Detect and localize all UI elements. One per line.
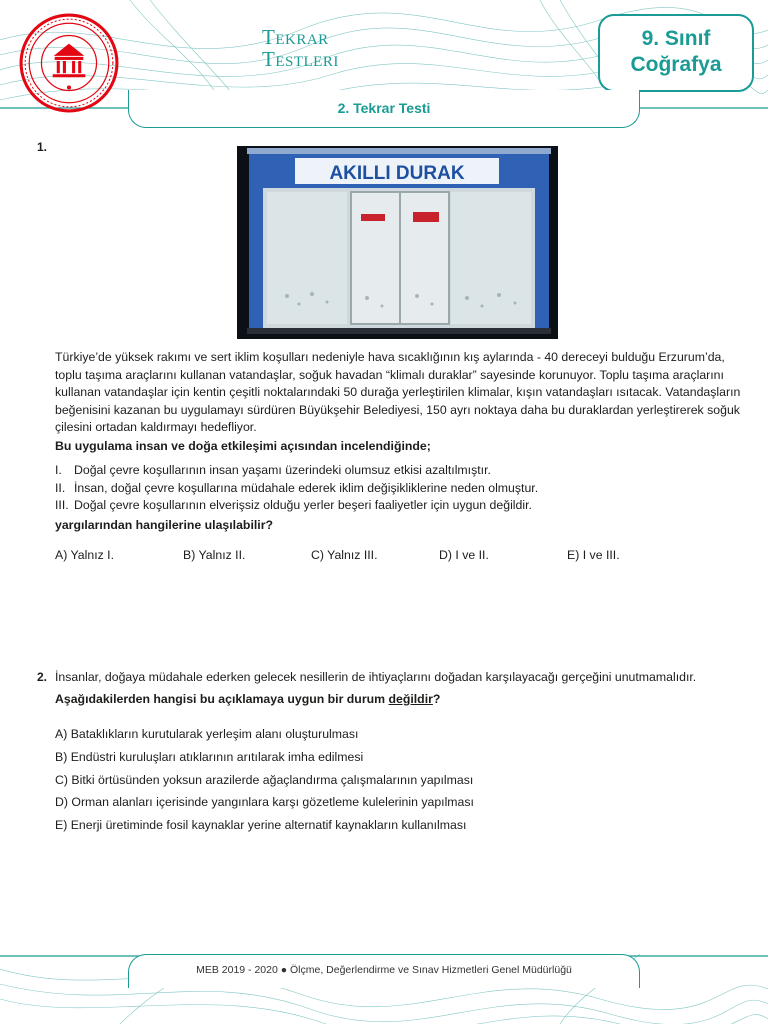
choice-e[interactable]: E) I ve III. <box>567 548 620 562</box>
choice-a[interactable]: A) Bataklıkların kurutularak yerleşim alanı oluşturulması <box>55 727 359 741</box>
series-title-line2: Testleri <box>262 47 339 72</box>
statement-roman: III. <box>55 498 69 512</box>
statement-text: Doğal çevre koşullarının insan yaşamı üzerindeki olumsuz etkisi azaltılmıştır. <box>74 463 491 477</box>
question-2-stem <box>55 691 745 709</box>
series-title <box>262 26 402 70</box>
meb-seal-icon <box>18 12 120 114</box>
statement-2 <box>55 480 745 498</box>
grade-subject-box <box>598 14 754 92</box>
statement-roman: I. <box>55 463 62 477</box>
statement-1 <box>55 462 745 480</box>
question-1-ask: yargılarından hangilerine ulaşılabilir? <box>55 518 273 532</box>
stem-text: Aşağıdakilerden hangisi bu açıklamaya uygun bir durum <box>55 692 389 706</box>
choice-a[interactable]: A) Yalnız I. <box>55 548 115 562</box>
choice-e[interactable]: E) Enerji üretiminde fosil kaynaklar yerine alternatif kaynakların kullanılması <box>55 818 467 833</box>
smart-bus-stop-photo <box>237 146 558 339</box>
footer-text: MEB 2019 - 2020 ● Ölçme, Değerlendirme ve Sınav Hizmetleri Genel Müdürlüğü <box>196 964 572 976</box>
statement-text: Doğal çevre koşullarının elverişsiz olduğu yerler beşeri faaliyetler için uygun değildir. <box>74 498 532 512</box>
statement-roman: II. <box>55 480 66 495</box>
question-1-choices <box>55 548 695 562</box>
sign-text: AKILLI DURAK <box>329 163 465 184</box>
question-1-statements <box>55 462 745 515</box>
question-2-body: İnsanlar, doğaya müdahale ederken gelecek nesillerin de ihtiyaçlarını doğadan karşılayacağı gerçeğini unutmamalıdır. <box>55 670 697 684</box>
choice-b[interactable]: B) Endüstri kuruluşları atıklarının arıtılarak imha edilmesi <box>55 749 364 764</box>
question-2-number: 2. <box>37 670 48 684</box>
test-title: 2. Tekrar Testi <box>128 90 640 128</box>
question-1-stem: Bu uygulama insan ve doğa etkileşimi açısından incelendiğinde; <box>55 439 431 453</box>
question-2-choices <box>55 727 745 841</box>
choice-c[interactable]: C) Bitki örtüsünden yoksun arazilerde ağaçlandırma çalışmalarının yapılması <box>55 772 474 787</box>
stem-negation: değildir <box>388 692 433 706</box>
choice-d[interactable]: D) I ve II. <box>439 548 489 562</box>
choice-b[interactable]: B) Yalnız II. <box>183 548 246 562</box>
grade-label: 9. Sınıf <box>641 27 711 50</box>
subject-label: Coğrafya <box>630 53 722 76</box>
question-1-number: 1. <box>37 140 48 154</box>
series-title-line1: Tekrar <box>262 25 329 49</box>
choice-c[interactable]: C) Yalnız III. <box>311 548 378 562</box>
question-1-body: Türkiye’de yüksek rakımı ve sert iklim koşulları nedeniyle hava sıcaklığının kış aylarında - 40 dereceyi bulduğu Erzurum’da, toplu taşıma araçlarını kullanan vatandaşlar, soğuk havadan “klimalı duraklar” sayesinde korunuyor. Toplu taşıma araçlarını kullanan vatandaşlar için kentin çeşitli noktalarındaki 50 durağa yerleştirilen klimalar, kışın vatandaşları ısıtacak. Vatandaşların beğenisini kazanan bu uygulamayı sürdüren Büyükşehir Belediyesi, 150 ayrı noktaya daha bu duraklardan yerleştirerek soğuk çilesini ortadan kaldırmayı hedefliyor. <box>55 350 741 434</box>
stem-end: ? <box>432 692 441 706</box>
choice-d[interactable]: D) Orman alanları içerisinde yangınlara karşı gözetleme kulelerinin yapılması <box>55 795 474 810</box>
statement-3 <box>55 497 745 515</box>
statement-text: İnsan, doğal çevre koşullarına müdahale ederek iklim değişikliklerine neden olmuştur. <box>74 480 539 495</box>
